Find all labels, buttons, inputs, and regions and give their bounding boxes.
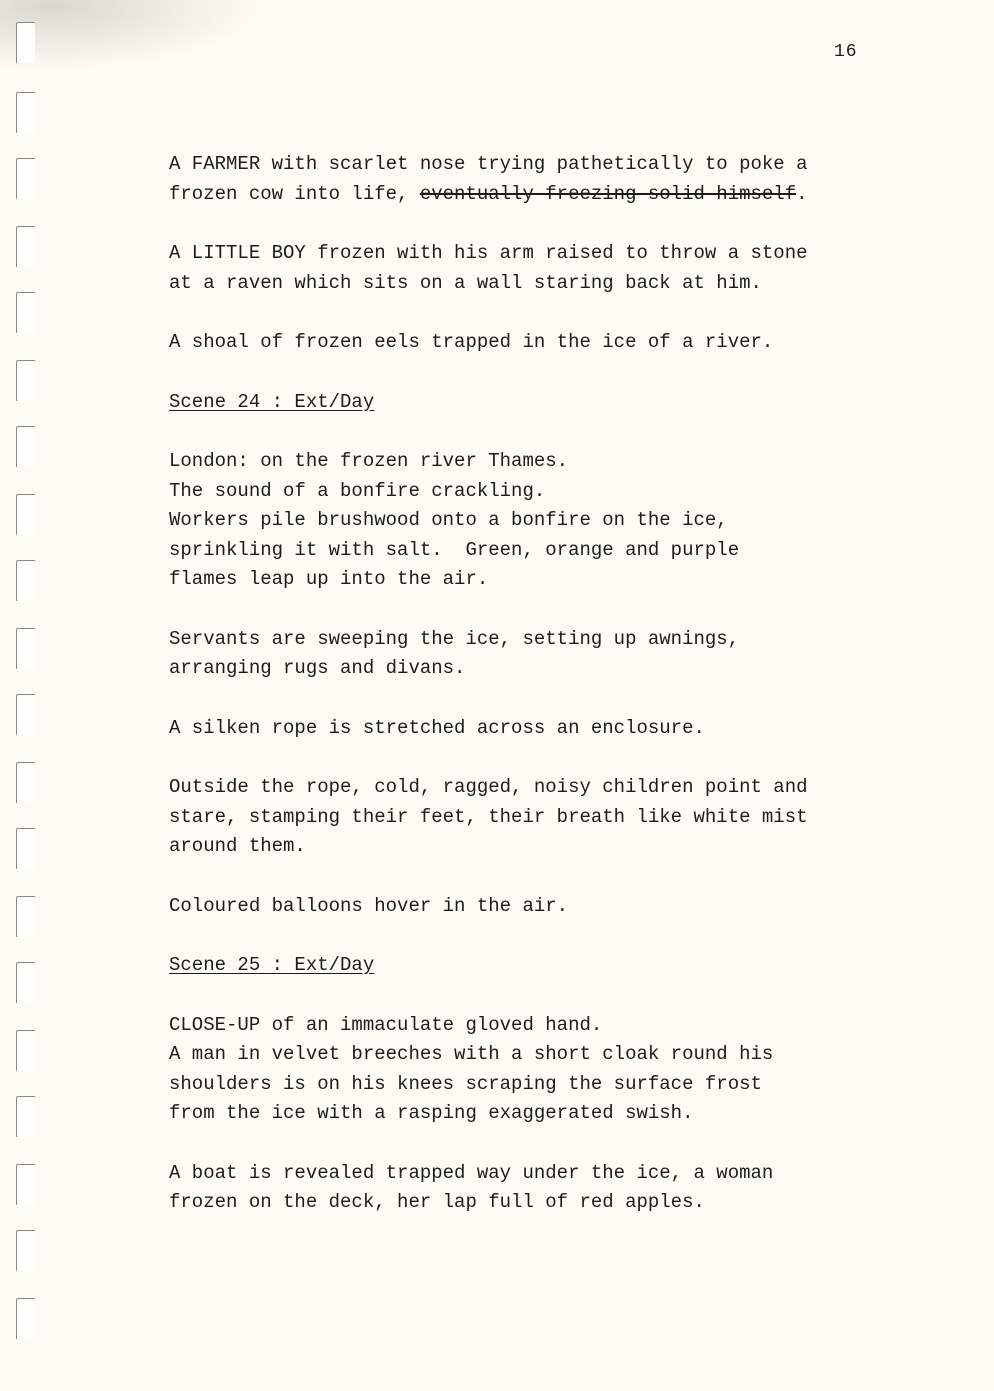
action-paragraph <box>169 714 869 744</box>
line-text: . <box>796 182 808 205</box>
action-paragraph <box>169 239 869 298</box>
text-line: A LITTLE BOY frozen with his arm raised to throw a stone <box>169 242 808 264</box>
binding-hole <box>16 560 35 601</box>
binding-hole <box>16 226 35 267</box>
binding-hole <box>16 762 35 803</box>
line-text: frozen cow into life, <box>169 182 420 205</box>
page-number: 16 <box>834 42 858 62</box>
text-line: The sound of a bonfire crackling. <box>169 479 546 502</box>
text-line: London: on the frozen river Thames. <box>169 450 569 472</box>
binding-hole <box>16 1030 35 1071</box>
binding-hole <box>16 828 35 869</box>
action-paragraph <box>169 150 869 209</box>
page-smudge <box>0 0 260 70</box>
binding-hole <box>16 426 35 467</box>
text-line: shoulders is on his knees scraping the surface frost <box>169 1072 762 1095</box>
text-line: stare, stamping their feet, their breath like white mist <box>169 805 808 828</box>
binding-hole <box>16 694 35 735</box>
action-paragraph <box>169 328 869 358</box>
script-body <box>169 150 869 1248</box>
text-line: frozen on the deck, her lap full of red apples. <box>169 1191 705 1213</box>
action-paragraph <box>169 447 869 595</box>
action-paragraph <box>169 1159 869 1218</box>
text-line: A boat is revealed trapped way under the ice, a woman <box>169 1161 774 1184</box>
binding-holes <box>16 22 38 1352</box>
binding-hole <box>16 1096 35 1137</box>
text-line: CLOSE-UP of an immaculate gloved hand. <box>169 1013 603 1036</box>
text-line: sprinkling it with salt. Green, orange and purple <box>169 538 740 561</box>
text-line: Servants are sweeping the ice, setting up awnings, <box>169 627 740 650</box>
text-line: A man in velvet breeches with a short cloak round his <box>169 1043 774 1065</box>
scene-heading: Scene 25 : Ext/Day <box>169 954 375 976</box>
binding-hole <box>16 292 35 333</box>
action-paragraph <box>169 1011 869 1129</box>
text-line: A silken rope is stretched across an enclosure. <box>169 716 705 739</box>
action-paragraph <box>169 892 869 922</box>
binding-hole <box>16 1164 35 1205</box>
binding-hole <box>16 360 35 401</box>
binding-hole <box>16 22 35 63</box>
binding-hole <box>16 494 35 535</box>
text-line: Workers pile brushwood onto a bonfire on the ice, <box>169 509 728 531</box>
binding-hole <box>16 962 35 1003</box>
text-line: at a raven which sits on a wall staring back at him. <box>169 271 762 294</box>
text-line: Coloured balloons hover in the air. <box>169 894 569 917</box>
action-paragraph <box>169 625 869 684</box>
scene-heading: Scene 24 : Ext/Day <box>169 390 375 413</box>
binding-hole <box>16 896 35 937</box>
binding-hole <box>16 92 35 133</box>
line-text: A FARMER with scarlet nose trying pathetically to poke a <box>169 153 808 175</box>
struck-through-text: eventually freezing solid himself <box>419 182 797 205</box>
text-line: from the ice with a rasping exaggerated swish. <box>169 1102 694 1124</box>
binding-hole <box>16 1298 35 1339</box>
text-line: Outside the rope, cold, ragged, noisy children point and <box>169 776 808 798</box>
text-line: flames leap up into the air. <box>169 568 489 590</box>
text-line: arranging rugs and divans. <box>169 657 466 679</box>
binding-hole <box>16 158 35 199</box>
binding-hole <box>16 628 35 669</box>
action-paragraph <box>169 773 869 862</box>
text-line <box>169 150 869 180</box>
text-line <box>169 180 869 210</box>
text-line: around them. <box>169 835 306 857</box>
text-line: A shoal of frozen eels trapped in the ice of a river. <box>169 331 774 353</box>
binding-hole <box>16 1230 35 1271</box>
